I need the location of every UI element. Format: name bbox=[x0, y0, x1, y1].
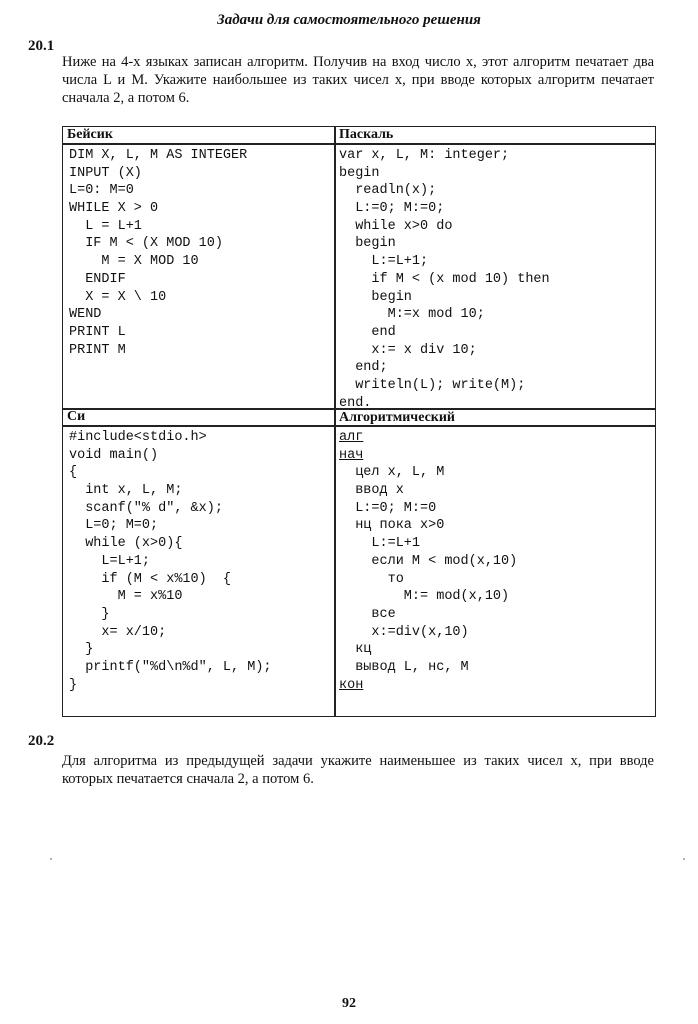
code-line: #include<stdio.h> bbox=[69, 430, 207, 445]
code-line: все bbox=[339, 606, 396, 622]
code-line: x:= x div 10; bbox=[339, 342, 477, 358]
code-line: } bbox=[69, 677, 78, 693]
code-table bbox=[62, 126, 656, 717]
c-title: Си bbox=[67, 409, 86, 424]
code-line: кон bbox=[339, 677, 364, 693]
code-line: кц bbox=[339, 642, 372, 658]
code-line: begin bbox=[339, 236, 396, 252]
code-line: нач bbox=[339, 447, 364, 463]
code-line: L:=L+1 bbox=[339, 536, 421, 552]
code-line: L=0: M=0 bbox=[69, 183, 134, 199]
code-line: то bbox=[339, 571, 404, 587]
code-line: WHILE X > 0 bbox=[69, 201, 159, 217]
basic-title: Бейсик bbox=[67, 127, 113, 142]
code-line: DIM X, L, M AS INTEGER bbox=[69, 148, 248, 163]
code-line: M = x%10 bbox=[69, 589, 183, 605]
code-line: } bbox=[69, 642, 94, 658]
code-line: L=L+1; bbox=[69, 553, 151, 569]
code-line: L = L+1 bbox=[69, 218, 142, 234]
code-line: if M < (x mod 10) then bbox=[339, 271, 550, 287]
code-line: int x, L, M; bbox=[69, 483, 183, 499]
code-line: M:=x mod 10; bbox=[339, 307, 485, 323]
code-line: ввод x bbox=[339, 483, 404, 499]
code-line: while x>0 do bbox=[339, 218, 453, 234]
code-line: { bbox=[69, 465, 78, 481]
task-text-20-2: Для алгоритма из предыдущей задачи укажите наименьшее из таких чисел x, при вводе которых печатается сначала 2, а потом 6. bbox=[62, 753, 654, 787]
algorithmic-code bbox=[339, 429, 517, 694]
page-header: Задачи для самостоятельного решения bbox=[217, 12, 481, 28]
code-line: } bbox=[69, 606, 110, 622]
code-line: void main() bbox=[69, 447, 159, 463]
code-line: end bbox=[339, 324, 396, 340]
code-line: end; bbox=[339, 360, 388, 376]
code-line: while (x>0){ bbox=[69, 536, 183, 552]
code-line: printf("%d\n%d", L, M); bbox=[69, 659, 272, 675]
pascal-title: Паскаль bbox=[339, 127, 394, 142]
table-divider-vertical bbox=[334, 127, 336, 716]
code-line: алг bbox=[339, 430, 364, 445]
code-line: IF M < (X MOD 10) bbox=[69, 236, 223, 252]
code-line: writeln(L); write(M); bbox=[339, 377, 526, 393]
code-line: end. bbox=[339, 395, 372, 411]
code-line: L:=L+1; bbox=[339, 254, 429, 270]
code-line: var x, L, M: integer; bbox=[339, 148, 510, 163]
page-number: 92 bbox=[342, 996, 356, 1011]
pascal-code bbox=[339, 147, 550, 412]
code-line: x= x/10; bbox=[69, 624, 167, 640]
table-divider-top-header bbox=[63, 143, 655, 145]
code-line: x:=div(x,10) bbox=[339, 624, 469, 640]
code-line: X = X \ 10 bbox=[69, 289, 167, 305]
code-line: ENDIF bbox=[69, 271, 126, 287]
code-line: PRINT M bbox=[69, 342, 126, 358]
code-line: M = X MOD 10 bbox=[69, 254, 199, 270]
task-number-20-2: 20.2 bbox=[28, 733, 55, 749]
code-line: if (M < x%10) { bbox=[69, 571, 232, 587]
code-line: нц пока x>0 bbox=[339, 518, 445, 534]
code-line: begin bbox=[339, 289, 412, 305]
scan-speck bbox=[50, 858, 52, 860]
code-line: цел x, L, M bbox=[339, 465, 445, 481]
scan-speck bbox=[683, 858, 685, 860]
code-line: PRINT L bbox=[69, 324, 126, 340]
code-line: L:=0; M:=0 bbox=[339, 500, 437, 516]
code-line: L:=0; M:=0; bbox=[339, 201, 445, 217]
code-line: L=0; M=0; bbox=[69, 518, 159, 534]
basic-code bbox=[69, 147, 247, 359]
task-number-20-1: 20.1 bbox=[28, 38, 55, 54]
algorithmic-title: Алгоритмический bbox=[339, 410, 455, 425]
code-line: WEND bbox=[69, 307, 102, 323]
code-line: scanf("% d", &x); bbox=[69, 500, 223, 516]
code-line: readln(x); bbox=[339, 183, 437, 199]
code-line: M:= mod(x,10) bbox=[339, 589, 510, 605]
c-code bbox=[69, 429, 272, 694]
code-line: INPUT (X) bbox=[69, 165, 142, 181]
code-line: если M < mod(x,10) bbox=[339, 553, 518, 569]
code-line: begin bbox=[339, 165, 380, 181]
code-line: вывод L, нс, M bbox=[339, 659, 469, 675]
task-text-20-1: Ниже на 4-х языках записан алгоритм. Получив на вход число x, этот алгоритм печатает два числа L и M. Укажите наибольшее из таких чисел x, при вводе которых алгоритм печатает сначала 2, а потом 6. bbox=[62, 54, 654, 106]
